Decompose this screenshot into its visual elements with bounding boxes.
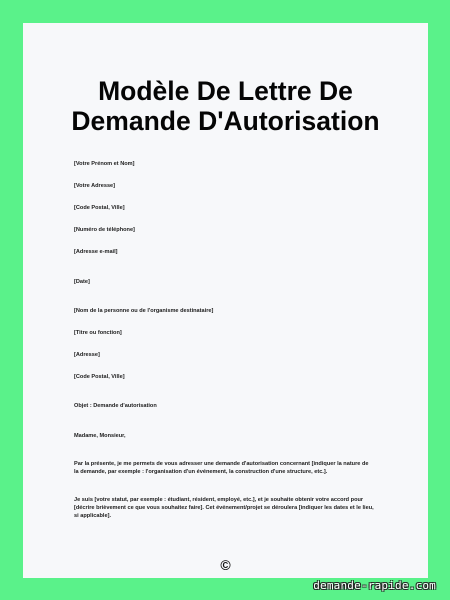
letter-page bbox=[23, 23, 428, 578]
sender-address: [Votre Adresse] bbox=[74, 183, 116, 189]
recipient-postal: [Code Postal, Ville] bbox=[74, 374, 125, 380]
body-paragraph-2: Je suis [votre statut, par exemple : étudiant, résident, employé, etc.], et je souhaite obtenir votre accord pour [décrire brièvement ce que vous souhaitez faire]. Cet événement/projet se déroulera [indiquer les dates et le lieu, si applicable]. bbox=[74, 497, 374, 520]
site-watermark: demande-rapide.com bbox=[313, 579, 436, 592]
letter-salutation: Madame, Monsieur, bbox=[74, 433, 126, 439]
sender-email: [Adresse e-mail] bbox=[74, 249, 118, 255]
title-line-2: Demande D'Autorisation bbox=[71, 106, 380, 136]
body-paragraph-1: Par la présente, je me permets de vous adresser une demande d'autorisation concernant [indiquer la nature de la demande, par exemple : l'organisation d'un événement, la construction d'une structure, etc.]. bbox=[74, 461, 369, 476]
recipient-address: [Adresse] bbox=[74, 352, 100, 358]
letter-date: [Date] bbox=[74, 279, 90, 285]
sender-postal: [Code Postal, Ville] bbox=[74, 205, 125, 211]
sender-phone: [Numéro de téléphone] bbox=[74, 227, 135, 233]
recipient-name: [Nom de la personne ou de l'organisme destinataire] bbox=[74, 308, 214, 314]
copyright-icon: © bbox=[220, 557, 231, 573]
letter-subject: Objet : Demande d'autorisation bbox=[74, 403, 157, 409]
recipient-title: [Titre ou fonction] bbox=[74, 330, 122, 336]
sender-name: [Votre Prénom et Nom] bbox=[74, 161, 135, 167]
title-line-1: Modèle De Lettre De bbox=[98, 76, 353, 106]
page-title bbox=[23, 76, 428, 136]
